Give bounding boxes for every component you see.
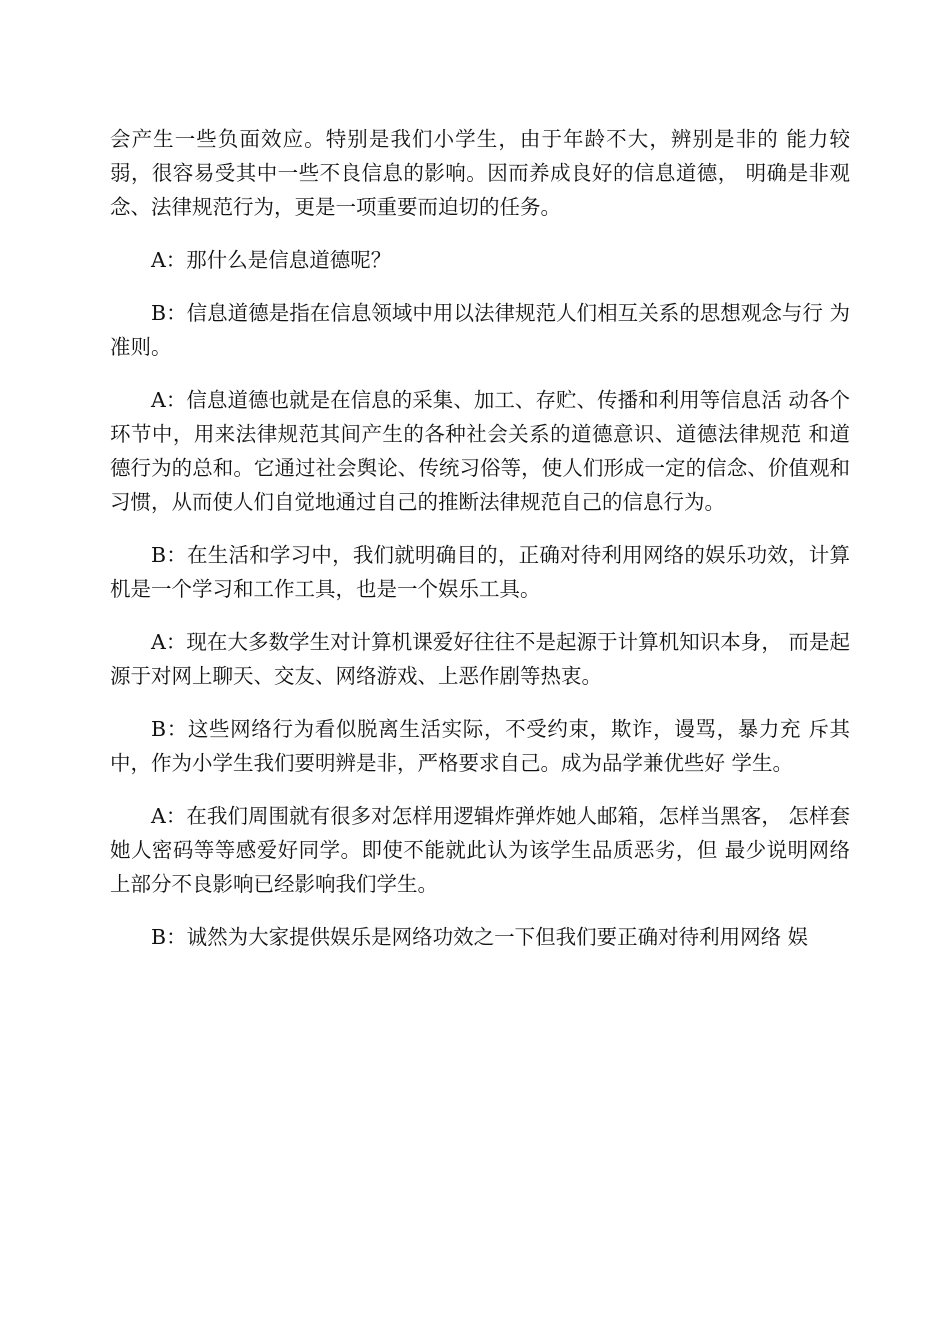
document-body bbox=[110, 122, 850, 973]
paragraph-6: A：现在大多数学生对计算机课爱好往往不是起源于计算机知识本身， 而是起源于对网上聊天、交友、网络游戏、上恶作剧等热衷。 bbox=[110, 630, 850, 688]
paragraph-4: A：信息道德也就是在信息的采集、加工、存贮、传播和利用等信息活 动各个环节中，用来法律规范其间产生的各种社会关系的道德意识、道德法律规范 和道德行为的总和。它通过社会舆论、传统习俗等，使人们形成一定的信念、价值观和习惯，从而使人们自觉地通过自己的推断法律规范自己的信息行为。 bbox=[110, 388, 850, 514]
paragraph-7: B：这些网络行为看似脱离生活实际，不受约束，欺诈，谩骂，暴力充 斥其中，作为小学生我们要明辨是非，严格要求自己。成为品学兼优些好 学生。 bbox=[110, 717, 850, 775]
paragraph-9: B：诚然为大家提供娱乐是网络功效之一下但我们要正确对待利用网络 娱 bbox=[151, 925, 809, 949]
paragraph-5: B：在生活和学习中，我们就明确目的，正确对待利用网络的娱乐功效，计算机是一个学习和工作工具，也是一个娱乐工具。 bbox=[110, 543, 850, 601]
paragraph-2: A：那什么是信息道德呢？ bbox=[151, 248, 392, 272]
paragraph-8: A：在我们周围就有很多对怎样用逻辑炸弹炸她人邮箱，怎样当黑客， 怎样套她人密码等等感爱好同学。即使不能就此认为该学生品质恶劣，但 最少说明网络上部分不良影响已经影响我们学生。 bbox=[110, 804, 850, 896]
paragraph-3: B：信息道德是指在信息领域中用以法律规范人们相互关系的思想观念与行 为准则。 bbox=[110, 301, 850, 359]
paragraph-1: 会产生一些负面效应。特别是我们小学生，由于年龄不大，辨别是非的 能力较弱，很容易受其中一些不良信息的影响。因而养成良好的信息道德， 明确是非观念、法律规范行为，更是一项重要而迫切的任务。 bbox=[110, 127, 850, 219]
